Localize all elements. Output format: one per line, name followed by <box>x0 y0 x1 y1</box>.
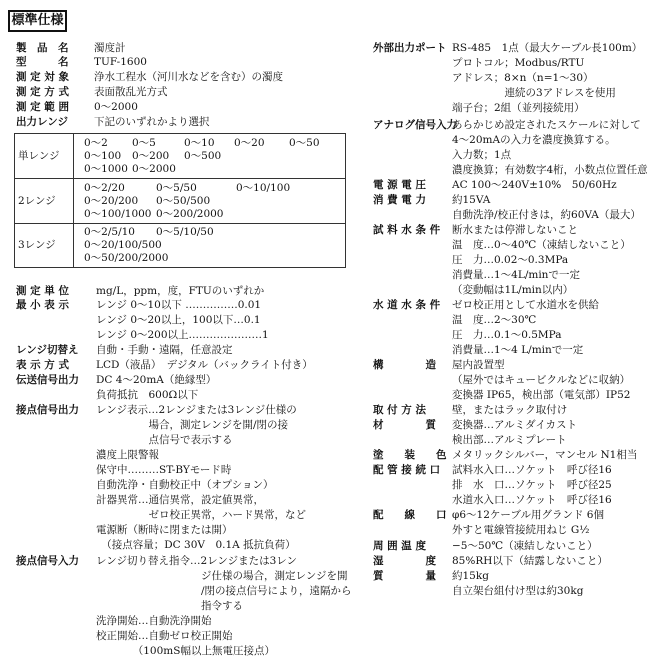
spec-value-line: 濃度上限警報 <box>96 449 159 461</box>
spec-value-line: 変換器…アルミダイカスト <box>452 419 578 431</box>
spec-value-line: ジ仕様の場合，測定レンジを開 <box>96 570 348 582</box>
spec-value-line: 壁，またはラック取付け <box>452 404 568 416</box>
page-title: 標準仕様 <box>8 10 67 32</box>
spec-value-line: DC 4～20mA（絶縁型） <box>96 374 217 386</box>
spec-value-line: 水道水入口…ソケット 呼び径16 <box>452 494 612 506</box>
spec-value: 0～2000 <box>94 101 138 113</box>
spec-label: 湿 度 <box>373 555 436 567</box>
range-line <box>84 137 342 150</box>
spec-label: 外部出力ポート <box>373 42 447 54</box>
range-line <box>84 208 342 221</box>
spec-label: 接点信号入力 <box>16 555 79 567</box>
range-group <box>15 134 346 179</box>
spec-value-line: 負荷抵抗 600Ω以下 <box>96 389 199 401</box>
spec-value: 表面散乱光方式 <box>94 86 168 98</box>
spec-value-line: レンジ 0～10以下 ……………0.01 <box>96 299 262 311</box>
spec-value-line: 自動・手動・遠隔，任意設定 <box>96 344 233 356</box>
spec-label: 測 定 単 位 <box>16 285 69 297</box>
range-group <box>15 224 346 268</box>
range-values <box>74 134 346 179</box>
spec-value-line: 圧 力…0.02～0.3MPa <box>452 254 569 266</box>
spec-value-line: プロトコル；Modbus/RTU <box>452 57 585 69</box>
range-value: 0～2/20 <box>84 181 125 194</box>
spec-value-line: 屋内設置型 <box>452 359 505 371</box>
spec-value-line: 校正開始…自動ゼロ校正開始 <box>96 630 233 642</box>
range-value: 0～1000 <box>84 162 128 175</box>
spec-value-line: 計器異常…通信異常，設定値異常， <box>96 494 264 506</box>
range-table <box>14 133 346 268</box>
spec-value-line: あらかじめ設定されたスケールに対して <box>452 119 641 131</box>
range-value: 0～5 <box>132 136 156 149</box>
range-value: 0～500 <box>184 149 222 162</box>
range-value: 0～200 <box>132 149 170 162</box>
range-group-name: 2レンジ <box>15 179 74 224</box>
spec-label: 試 料 水 条 件 <box>373 224 441 236</box>
range-line <box>84 195 342 208</box>
spec-label: 表 示 方 式 <box>16 359 69 371</box>
spec-value-line: （変動幅は1L/min以内） <box>452 284 574 296</box>
range-value: 0～10 <box>184 136 215 149</box>
spec-value-line: 端子台；2組（並列接続用） <box>452 102 585 114</box>
range-value: 0～2 <box>84 136 108 149</box>
spec-value-line: 場合，測定レンジを開/閉の接 <box>96 419 289 431</box>
spec-value-line: 4～20mAの入力を濃度換算する。 <box>452 134 616 146</box>
spec-value-line: 電源断（断時に閉または開） <box>96 524 233 536</box>
spec-value-line: レンジ 0～20以上，100以下…0.1 <box>96 314 261 326</box>
spec-value-line: 検出部…アルミプレート <box>452 434 567 446</box>
range-line <box>84 150 342 163</box>
range-value: 0～100/1000 <box>84 207 152 220</box>
spec-label: 周 囲 温 度 <box>373 540 426 552</box>
spec-value-line: 自立架台組付け型は約30kg <box>452 585 584 597</box>
range-line <box>84 239 342 252</box>
spec-value: 濁度計 <box>94 42 126 54</box>
spec-label: アナログ信号入力 <box>373 119 457 131</box>
spec-value-line: /閉の接点信号により，遠隔から <box>96 585 352 597</box>
spec-value-line: mg/L，ppm，度，FTUのいずれか <box>96 285 265 297</box>
spec-value-line: 試料水入口…ソケット 呼び径16 <box>452 464 612 476</box>
range-value: 0～10/100 <box>236 181 291 194</box>
range-value: 0～2/5/10 <box>84 226 135 238</box>
spec-value-line: メタリックシルバー，マンセル N1相当 <box>452 449 638 461</box>
spec-value-line: RS-485 1点（最大ケーブル長100m） <box>452 42 643 54</box>
range-line <box>84 182 342 195</box>
spec-label: 消 費 電 力 <box>373 194 426 206</box>
range-line <box>84 226 342 239</box>
range-value: 0～20 <box>234 136 265 149</box>
spec-value-line: 指令する <box>96 600 243 612</box>
spec-label: 取 付 方 法 <box>373 404 426 416</box>
spec-value-line: 排 水 口…ソケット 呼び径25 <box>452 479 612 491</box>
range-value: 0～50/200/2000 <box>84 252 169 264</box>
spec-label: 構 造 <box>373 359 436 371</box>
spec-value-line: （屋外ではキュービクルなどに収納） <box>452 374 631 386</box>
range-values <box>74 224 346 268</box>
spec-value-line: ゼロ校正異常，ハード異常，など <box>96 509 306 521</box>
range-line <box>84 252 342 265</box>
spec-label: 配 管 接 続 口 <box>373 464 441 476</box>
range-value: 0～50 <box>289 136 320 149</box>
spec-label: 伝送信号出力 <box>16 374 79 386</box>
spec-value-line: 点信号で表示する <box>96 434 233 446</box>
spec-label: 最 小 表 示 <box>16 299 69 311</box>
spec-label: 電 源 電 圧 <box>373 179 426 191</box>
range-value: 0～2000 <box>132 162 176 175</box>
range-value: 0～20/200 <box>84 194 139 207</box>
range-line <box>84 163 342 176</box>
spec-label: 水 道 水 条 件 <box>373 299 441 311</box>
spec-value-line: 濃度換算；有効数字4桁，小数点位置任意 <box>452 164 648 176</box>
spec-value-line: 85%RH以下（結露しないこと） <box>452 555 608 567</box>
spec-label: 接点信号出力 <box>16 404 79 416</box>
range-value: 0～100 <box>84 149 122 162</box>
range-value: 0～5/10/50 <box>156 226 214 238</box>
spec-value-line: 温 度…2～30℃ <box>452 314 537 326</box>
spec-label: 出力レンジ <box>16 116 68 128</box>
range-group <box>15 179 346 224</box>
spec-value-line: 温 度…0～40℃（凍結しないこと） <box>452 239 631 251</box>
spec-value-line: 消費量…1～4L/minで一定 <box>452 269 580 281</box>
spec-value-line: 変換器 IP65，検出部（電気部）IP52 <box>452 389 631 401</box>
spec-label: レンジ切替え <box>16 344 79 356</box>
spec-value: TUF-1600 <box>94 56 147 68</box>
spec-label: 塗 装 色 <box>373 449 447 461</box>
range-group-name: 3レンジ <box>15 224 74 268</box>
spec-value-line: 保守中………ST-BYモード時 <box>96 464 232 476</box>
spec-value-line: AC 100～240V±10% 50/60Hz <box>452 179 617 191</box>
spec-value-line: 約15VA <box>452 194 491 206</box>
spec-value-line: 自動洗浄/校正付きは，約60VA（最大） <box>452 209 641 221</box>
spec-value-line: レンジ切り替え指令…2レンジまたは3レン <box>96 555 298 567</box>
range-value: 0～50/500 <box>156 194 211 207</box>
range-value: 0～5/50 <box>156 181 197 194</box>
spec-label: 製 品 名 <box>16 42 69 54</box>
spec-value: 下記のいずれかより選択 <box>94 116 210 128</box>
spec-value-line: 約15kg <box>452 570 489 582</box>
spec-value-line: LCD（液晶） デジタル（バックライト付き） <box>96 359 313 371</box>
range-value: 0～20/100/500 <box>84 239 162 251</box>
spec-label: 測 定 対 象 <box>16 71 69 83</box>
spec-value-line: レンジ 0～200以上…………………1 <box>96 329 269 341</box>
spec-value-line: 断水または停滞しないこと <box>452 224 578 236</box>
spec-value-line: 入力数；1点 <box>452 149 512 161</box>
spec-value-line: 圧 力…0.1～0.5MPa <box>452 329 562 341</box>
spec-value-line: 外すと電線管接続用ねじ G½ <box>452 524 590 536</box>
spec-value-line: 連続の3アドレスを使用 <box>452 87 616 99</box>
spec-label: 配 線 口 <box>373 509 447 521</box>
spec-value: 浄水工程水（河川水などを含む）の濁度 <box>94 71 283 83</box>
range-values <box>74 179 346 224</box>
spec-value-line: 洗浄開始…自動洗浄開始 <box>96 615 212 627</box>
spec-value-line: （接点容量；DC 30V 0.1A 抵抗負荷） <box>96 539 296 551</box>
spec-label: 測 定 範 囲 <box>16 101 69 113</box>
spec-value-line: 消費量…1～4 L/minで一定 <box>452 344 584 356</box>
spec-value-line: レンジ表示…2レンジまたは3レンジ仕様の <box>96 404 297 416</box>
spec-value-line: −5～50℃（凍結しないこと） <box>452 540 598 552</box>
spec-value-line: ゼロ校正用として水道水を供給 <box>452 299 599 311</box>
spec-label: 型 名 <box>16 56 69 68</box>
spec-label: 質 量 <box>373 570 436 582</box>
range-group-name: 単レンジ <box>15 134 74 179</box>
spec-value-line: アドレス；8×n（n=1～30） <box>452 72 594 84</box>
spec-label: 測 定 方 式 <box>16 86 69 98</box>
spec-value-line: 自動洗浄・自動校正中（オプション） <box>96 479 274 491</box>
range-value: 0～200/2000 <box>156 207 224 220</box>
spec-label: 材 質 <box>373 419 436 431</box>
spec-value-line: （100mS幅以上無電圧接点） <box>96 645 275 657</box>
spec-value-line: φ6～12ケーブル用グランド 6個 <box>452 509 604 521</box>
